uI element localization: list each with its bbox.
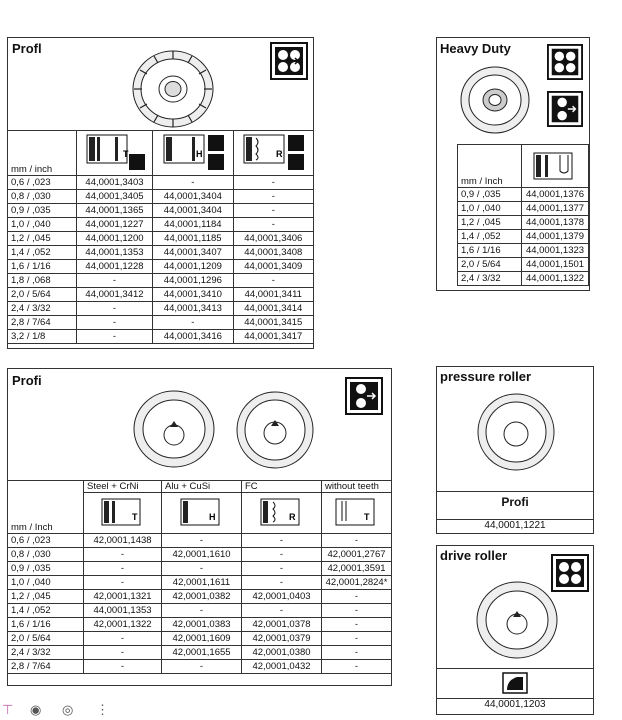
part-number-cell: - xyxy=(322,646,392,660)
part-number-cell: - xyxy=(84,660,162,674)
table-row xyxy=(8,590,392,604)
part-number-cell: - xyxy=(153,176,233,190)
profi-table xyxy=(7,480,392,674)
profl-mm-header: mm / inch xyxy=(8,131,77,176)
drive-roller-profile-cell xyxy=(437,668,593,697)
part-number-cell: 42,0001,1655 xyxy=(162,646,242,660)
part-number-cell: - xyxy=(162,604,242,618)
profi-title: Profi xyxy=(12,373,42,388)
table-row xyxy=(458,202,589,216)
view-icon[interactable]: ◉ xyxy=(30,702,42,717)
heavy-duty-gear-image xyxy=(455,60,535,140)
size-cell: 2,4 / 3/32 xyxy=(8,302,77,316)
annotate-icon[interactable]: ⊤ xyxy=(2,702,14,717)
svg-text:T: T xyxy=(363,512,369,522)
table-row xyxy=(8,302,314,316)
u-profile-roller-icon xyxy=(530,150,580,184)
profi-col-h-icon xyxy=(162,493,242,534)
part-number-cell: - xyxy=(322,590,392,604)
screenshot-icon[interactable]: ◎ xyxy=(62,702,74,717)
table-row xyxy=(8,176,314,190)
table-row xyxy=(8,260,314,274)
part-number-cell: 44,0001,3404 xyxy=(153,204,233,218)
part-number-cell: 44,0001,1379 xyxy=(522,230,589,244)
profi-header-fc: FC xyxy=(242,481,322,493)
size-cell: 0,9 / ,035 xyxy=(8,562,84,576)
part-number-cell: 44,0001,3405 xyxy=(76,190,152,204)
size-cell: 1,2 / ,045 xyxy=(8,590,84,604)
part-number-cell: - xyxy=(233,190,313,204)
profi-plain-roller-image xyxy=(230,385,320,475)
part-number-cell: 42,0001,2824* xyxy=(322,576,392,590)
part-number-cell: 44,0001,3415 xyxy=(233,316,313,330)
part-number-cell: - xyxy=(84,646,162,660)
part-number-cell: 42,0001,0380 xyxy=(242,646,322,660)
part-number-cell: 44,0001,1376 xyxy=(522,188,589,202)
part-number-cell: 42,0001,1322 xyxy=(84,618,162,632)
heavy-col-header xyxy=(522,145,589,188)
profl-col-h-header xyxy=(153,131,233,176)
t-letter: T xyxy=(123,149,129,159)
part-number-cell: - xyxy=(242,576,322,590)
table-row xyxy=(8,646,392,660)
part-number-cell: - xyxy=(322,660,392,674)
profi-header-alu: Alu + CuSi xyxy=(162,481,242,493)
r-letter: R xyxy=(276,149,283,159)
pressure-roller-part: 44,0001,1221 xyxy=(437,519,593,531)
part-number-cell: - xyxy=(233,218,313,232)
two-roll-drive-icon xyxy=(547,91,583,127)
pressure-roller-panel xyxy=(436,366,594,534)
h-profile-roller-icon xyxy=(177,496,227,530)
part-number-cell: 42,0001,1611 xyxy=(162,576,242,590)
size-cell: 1,8 / ,068 xyxy=(8,274,77,288)
part-number-cell: 44,0001,1353 xyxy=(76,246,152,260)
part-number-cell: - xyxy=(322,618,392,632)
pressure-roller-image xyxy=(471,387,561,477)
part-number-cell: - xyxy=(162,534,242,548)
size-cell: 0,6 / ,023 xyxy=(8,534,84,548)
table-row xyxy=(8,576,392,590)
profl-title: Profl xyxy=(12,41,42,56)
part-number-cell: - xyxy=(84,548,162,562)
t-profile-roller-icon xyxy=(98,496,148,530)
profi-mm-header: mm / Inch xyxy=(8,481,84,534)
part-number-cell: 42,0001,1609 xyxy=(162,632,242,646)
part-number-cell: - xyxy=(242,534,322,548)
profl-col-r-header xyxy=(233,131,313,176)
profi-header-noteeth: without teeth xyxy=(322,481,392,493)
size-cell: 1,4 / ,052 xyxy=(8,246,77,260)
part-number-cell: 42,0001,0383 xyxy=(162,618,242,632)
size-cell: 1,4 / ,052 xyxy=(8,604,84,618)
size-cell: 2,0 / 5/64 xyxy=(458,258,522,272)
part-number-cell: 42,0001,3591 xyxy=(322,562,392,576)
pressure-roller-title: pressure roller xyxy=(440,369,532,384)
size-cell: 1,4 / ,052 xyxy=(458,230,522,244)
part-number-cell: - xyxy=(242,548,322,562)
size-cell: 0,8 / ,030 xyxy=(8,548,84,562)
part-number-cell: 44,0001,1377 xyxy=(522,202,589,216)
size-cell: 1,0 / ,040 xyxy=(8,576,84,590)
part-number-cell: 42,0001,1610 xyxy=(162,548,242,562)
part-number-cell: - xyxy=(242,562,322,576)
size-cell: 2,0 / 5/64 xyxy=(8,632,84,646)
part-number-cell: 44,0001,1353 xyxy=(84,604,162,618)
drive-roller-title: drive roller xyxy=(440,548,508,563)
part-number-cell: - xyxy=(162,562,242,576)
part-number-cell: 44,0001,3416 xyxy=(153,330,233,344)
size-cell: 1,2 / ,045 xyxy=(458,216,522,230)
size-cell: 1,2 / ,045 xyxy=(8,232,77,246)
profl-table xyxy=(7,130,314,344)
part-number-cell: 44,0001,1209 xyxy=(153,260,233,274)
table-row xyxy=(8,218,314,232)
part-number-cell: 44,0001,1184 xyxy=(153,218,233,232)
part-number-cell: 44,0001,1378 xyxy=(522,216,589,230)
part-number-cell: 44,0001,1227 xyxy=(76,218,152,232)
part-number-cell: 44,0001,3403 xyxy=(76,176,152,190)
two-roll-drive-icon xyxy=(345,377,383,415)
size-cell: 2,8 / 7/64 xyxy=(8,316,77,330)
table-row xyxy=(458,188,589,202)
size-cell: 2,0 / 5/64 xyxy=(8,288,77,302)
four-roll-drive-icon xyxy=(547,44,583,80)
svg-text:T: T xyxy=(131,512,137,522)
svg-text:H: H xyxy=(208,512,215,522)
part-number-cell: - xyxy=(76,274,152,288)
part-number-cell: - xyxy=(233,274,313,288)
table-row xyxy=(458,244,589,258)
table-row xyxy=(8,660,392,674)
size-cell: 1,0 / ,040 xyxy=(8,218,77,232)
part-number-cell: 44,0001,1228 xyxy=(76,260,152,274)
part-number-cell: - xyxy=(84,632,162,646)
table-row xyxy=(8,632,392,646)
part-number-cell: 44,0001,3409 xyxy=(233,260,313,274)
four-roll-drive-icon xyxy=(270,42,308,80)
profi-header-steel: Steel + CrNi xyxy=(84,481,162,493)
table-row xyxy=(458,258,589,272)
r-profile-roller-icon xyxy=(236,132,310,172)
t-profile-roller-icon xyxy=(79,132,149,172)
part-number-cell: - xyxy=(76,330,152,344)
r-profile-roller-icon xyxy=(257,496,307,530)
size-cell: 1,0 / ,040 xyxy=(458,202,522,216)
profl-col-t-header xyxy=(76,131,152,176)
table-row xyxy=(8,604,392,618)
part-number-cell: - xyxy=(84,576,162,590)
table-row xyxy=(458,272,589,286)
table-row xyxy=(8,288,314,302)
table-row xyxy=(8,330,314,344)
part-number-cell: 44,0001,1365 xyxy=(76,204,152,218)
part-number-cell: 44,0001,1323 xyxy=(522,244,589,258)
part-number-cell: - xyxy=(84,562,162,576)
heavy-mm-header: mm / Inch xyxy=(458,145,522,188)
table-row xyxy=(8,232,314,246)
drive-gear-image xyxy=(118,42,228,132)
part-number-cell: 44,0001,3406 xyxy=(233,232,313,246)
size-cell: 2,4 / 3/32 xyxy=(458,272,522,286)
drive-roller-panel xyxy=(436,545,594,715)
more-options-icon[interactable]: ⋮ xyxy=(96,702,109,717)
part-number-cell: 44,0001,3412 xyxy=(76,288,152,302)
part-number-cell: 42,0001,0382 xyxy=(162,590,242,604)
table-row xyxy=(8,562,392,576)
part-number-cell: 44,0001,3417 xyxy=(233,330,313,344)
part-number-cell: - xyxy=(233,204,313,218)
part-number-cell: 42,0001,0432 xyxy=(242,660,322,674)
table-row xyxy=(8,316,314,330)
table-row xyxy=(8,246,314,260)
drive-roller-gear-image xyxy=(471,574,563,664)
part-number-cell: 44,0001,3407 xyxy=(153,246,233,260)
size-cell: 0,6 / ,023 xyxy=(8,176,77,190)
part-number-cell: 42,0001,0403 xyxy=(242,590,322,604)
part-number-cell: 42,0001,2767 xyxy=(322,548,392,562)
part-number-cell: - xyxy=(162,660,242,674)
part-number-cell: - xyxy=(322,604,392,618)
h-letter: H xyxy=(195,149,203,159)
v-profile-icon xyxy=(502,672,528,694)
size-cell: 0,9 / ,035 xyxy=(458,188,522,202)
table-row xyxy=(8,548,392,562)
part-number-cell: 44,0001,3413 xyxy=(153,302,233,316)
part-number-cell: 44,0001,1296 xyxy=(153,274,233,288)
heavy-duty-table xyxy=(457,144,589,286)
pressure-roller-label: Profi xyxy=(437,491,593,509)
profi-drive-gear-image xyxy=(124,383,224,475)
part-number-cell: 44,0001,3408 xyxy=(233,246,313,260)
size-cell: 1,6 / 1/16 xyxy=(8,618,84,632)
viewer-toolbar xyxy=(0,700,130,720)
size-cell: 1,6 / 1/16 xyxy=(458,244,522,258)
table-row xyxy=(458,216,589,230)
part-number-cell: 44,0001,1322 xyxy=(522,272,589,286)
part-number-cell: - xyxy=(76,302,152,316)
h-profile-roller-icon xyxy=(156,132,230,172)
part-number-cell: 44,0001,1501 xyxy=(522,258,589,272)
size-cell: 3,2 / 1/8 xyxy=(8,330,77,344)
part-number-cell: 42,0001,1438 xyxy=(84,534,162,548)
part-number-cell: 44,0001,1200 xyxy=(76,232,152,246)
heavy-duty-title: Heavy Duty xyxy=(440,41,511,56)
table-row xyxy=(8,618,392,632)
profi-col-t-icon xyxy=(84,493,162,534)
part-number-cell: - xyxy=(322,534,392,548)
table-row xyxy=(8,204,314,218)
part-number-cell: - xyxy=(153,316,233,330)
size-cell: 0,8 / ,030 xyxy=(8,190,77,204)
part-number-cell: - xyxy=(242,604,322,618)
t-profile-plain-roller-icon xyxy=(332,496,382,530)
size-cell: 2,4 / 3/32 xyxy=(8,646,84,660)
profi-col-r-icon xyxy=(242,493,322,534)
part-number-cell: 44,0001,3411 xyxy=(233,288,313,302)
table-row xyxy=(8,274,314,288)
part-number-cell: 42,0001,0378 xyxy=(242,618,322,632)
svg-text:R: R xyxy=(288,512,295,522)
table-row xyxy=(458,230,589,244)
part-number-cell: 44,0001,3404 xyxy=(153,190,233,204)
table-row xyxy=(8,534,392,548)
part-number-cell: - xyxy=(233,176,313,190)
profi-col-noteeth-icon xyxy=(322,493,392,534)
part-number-cell: 44,0001,1185 xyxy=(153,232,233,246)
part-number-cell: 44,0001,3410 xyxy=(153,288,233,302)
part-number-cell: - xyxy=(322,632,392,646)
part-number-cell: - xyxy=(76,316,152,330)
drive-roller-part: 44,0001,1203 xyxy=(437,698,593,710)
part-number-cell: 42,0001,0379 xyxy=(242,632,322,646)
part-number-cell: 44,0001,3414 xyxy=(233,302,313,316)
size-cell: 1,6 / 1/16 xyxy=(8,260,77,274)
size-cell: 0,9 / ,035 xyxy=(8,204,77,218)
table-row xyxy=(8,190,314,204)
size-cell: 2,8 / 7/64 xyxy=(8,660,84,674)
part-number-cell: 42,0001,1321 xyxy=(84,590,162,604)
